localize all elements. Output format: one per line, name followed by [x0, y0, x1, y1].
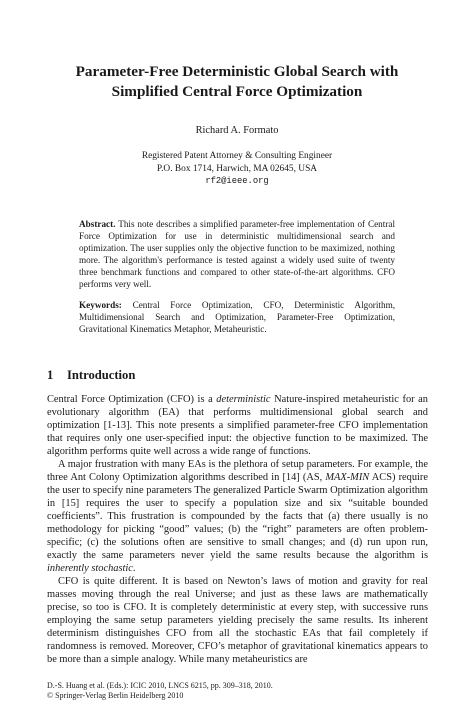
- paragraph-2: [47, 458, 428, 575]
- paragraph-1: [47, 393, 428, 458]
- abstract: [79, 218, 395, 291]
- keywords-text: Central Force Optimization, CFO, Deterministic Algorithm, Multidimensional Search and Optimization, Parameter-Free Optimization, Gravitational Kinematics Metaphor, Metaheuristic.: [79, 300, 396, 335]
- author-name: Richard A. Formato: [195, 125, 279, 136]
- keywords-label: Keywords:: [79, 300, 122, 310]
- body-text: [47, 393, 428, 666]
- paragraph-1-part-a: Central Force Optimization (CFO) is a: [47, 394, 217, 405]
- abstract-label: Abstract.: [79, 219, 116, 229]
- paragraph-1-emphasis: deterministic: [216, 394, 271, 405]
- paragraph-2-part-b: ACS) require the user to specify nine parameters The generalized Particle Swarm Optimization algorithm in [15] requires the user to specify a population size and six “suitable bounded coefficients”. This frustration is compounded by the facts that (a) there usually is no methodology for picking “good” values; (b) the “right” parameters are often problem-specific; (c) the solutions often are sensitive to small changes; and (d) run upon run, exactly the same parameters never yield the same results because the algorithm is: [47, 472, 428, 561]
- title-line-1: Parameter-Free Deterministic Global Search with: [75, 63, 399, 80]
- paragraph-3: CFO is quite different. It is based on Newton’s laws of motion and gravity for real masses moving through the real Universe; and just as these laws are mathematically precise, so too is CFO. It is completely deterministic at every step, with successive runs employing the same setup parameters yielding precisely the same results. Its inherent determinism distinguishes CFO from all the stochastic EAs that fail completely if randomness is removed. Moreover, CFO’s metaphor of gravitational kinematics appears to be more than a simple analogy. While many metaheuristics are: [47, 576, 428, 665]
- paragraph-2-emphasis: inherently stochastic: [47, 563, 133, 574]
- paragraph-1-part-b: Nature-inspired metaheuristic for an evolutionary algorithm (EA) that performs multidimensional global search and optimization [1-13]. This note presents a simplified parameter-free CFO implementation that requires only one user-specified input: the objective function to be maximized. The algorithm performs quite well across a wide range of functions.: [47, 394, 428, 457]
- section-heading: [47, 368, 135, 383]
- paragraph-2-part-a: A major frustration with many EAs is the plethora of setup parameters. For example, the three Ant Colony Optimization algorithms described in [14] (AS,: [47, 459, 428, 483]
- section-number: 1: [47, 368, 54, 382]
- title-line-2: Simplified Central Force Optimization: [111, 83, 363, 100]
- paragraph-2-part-c: .: [132, 563, 136, 574]
- section-title: Introduction: [67, 368, 136, 382]
- paper-title: [20, 62, 454, 102]
- abstract-text: This note describes a simplified parameter-free implementation of Central Force Optimization for use in deterministic multidimensional search and optimization. The user supplies only the objective function to be maximized, nothing more. The algorithm's performance is tested against a widely used suite of twenty three benchmark functions and compared to other state-of-the-art algorithms. CFO performs very well.: [79, 219, 395, 290]
- paragraph-2-mmas: MAX-MIN: [325, 472, 370, 483]
- affiliation: [0, 150, 474, 188]
- keywords: [79, 299, 395, 335]
- affiliation-line-2: P.O. Box 1714, Harwich, MA 02645, USA: [156, 163, 318, 174]
- footer-copyright: © Springer-Verlag Berlin Heidelberg 2010: [47, 691, 184, 701]
- footer-citation: [47, 681, 273, 702]
- author-email: rf2@ieee.org: [205, 176, 269, 186]
- footer-line-1: D.-S. Huang et al. (Eds.): ICIC 2010, LNCS 6215, pp. 309–318, 2010.: [47, 681, 273, 690]
- affiliation-line-1: Registered Patent Attorney & Consulting Engineer: [141, 151, 333, 161]
